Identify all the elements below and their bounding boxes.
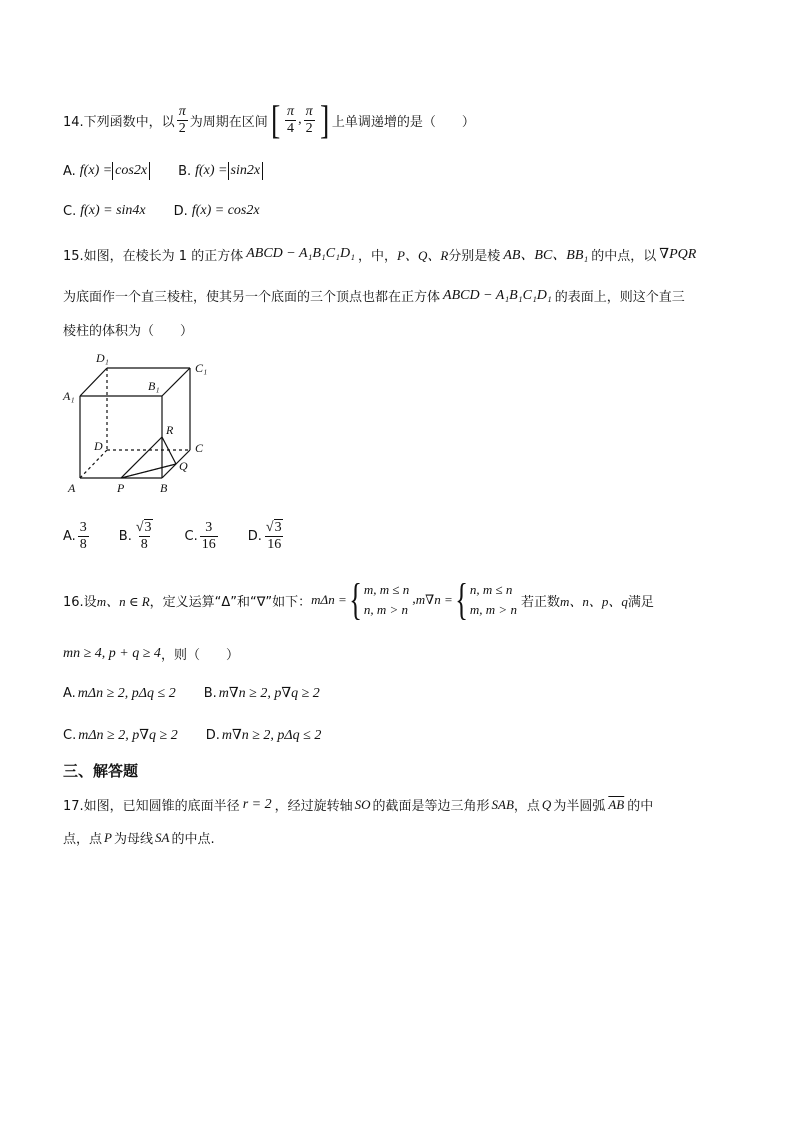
label-D1: D₁ — [96, 351, 109, 365]
q17-line1: 17.如图，已知圆锥的底面半径 r = 2 ，经过旋转轴 SO 的截面是等边三角形 SAB ，点 Q 为半圆弧 $\overline{AB}$ 的中 — [63, 796, 654, 814]
section-heading: 三、解答题 — [63, 762, 139, 780]
q14-option-c-label: C. — [63, 203, 77, 219]
q16-option-b: m∇n ≥ 2, p∇q ≥ 2 — [218, 686, 320, 701]
q15-option-b: $\frac{√3}{8}$ — [135, 520, 152, 552]
arc-AB: $\overline{AB}$ — [608, 796, 625, 812]
def2-cases: n, m ≤ n m, m > n — [469, 582, 517, 617]
cube-name: ABCD − A₁B₁C₁D₁ — [246, 246, 355, 261]
label-R: R — [166, 423, 174, 437]
q16-options-ab: A. mΔn ≥ 2, pΔq ≤ 2 B. m∇n ≥ 2, p∇q ≥ 2 — [63, 685, 320, 701]
label-P: P — [117, 481, 125, 495]
label-A1: A₁ — [63, 389, 75, 403]
q14-options-cd — [63, 203, 260, 219]
label-A: A — [68, 481, 76, 495]
q15-line3: 棱柱的体积为（ ） — [63, 324, 194, 339]
q15-option-d: $\frac{√3}{16}$ — [265, 520, 282, 552]
q14-interval-a: $\frac{\pi}{4}$ — [287, 103, 295, 136]
q14-option-c-expr: f(x) = sin4x — [80, 203, 146, 218]
q14-stem: 14.下列函数中，以 $\frac{\pi}{2}$ 为周期在区间 [ $\frac{\pi}{4}$ , $\frac{\pi}{2}$ ] 上单调递增的是（ ） — [63, 97, 475, 142]
q15-line2: 为底面作一个直三棱柱，使其另一个底面的三个顶点也都在正方体 ABCD − A₁B₁C₁D₁ 的表面上，则这个直三 — [63, 287, 685, 305]
label-C1: C₁ — [195, 361, 208, 375]
q14-interval-b: $\frac{\pi}{2}$ — [305, 103, 313, 136]
label-B1: B₁ — [148, 379, 160, 393]
q14-mid: 为周期在区间 — [189, 114, 268, 130]
q14-option-d-label: D. — [173, 203, 188, 219]
q16-line2: mn ≥ 4, p + q ≥ 4 ，则（ ） — [63, 645, 239, 663]
q14-option-b-label: B. — [178, 163, 192, 179]
q14-option-a-expr: f(x) = — [79, 163, 113, 178]
q14-option-a-label: A. — [63, 163, 76, 179]
q14-suffix: 上单调递增的是（ ） — [331, 114, 475, 130]
q14-option-a-abs: cos2x — [112, 162, 150, 180]
q16-line1: 16.设 m、n ∈ R ，定义运算“Δ”和“∇”如下： mΔn = { m, m ≤ n n, m > n , m∇n = { n, m ≤ n m, m > n 若正数 m、n、p、q 满足 — [63, 575, 654, 624]
q16-option-c: mΔn ≥ 2, p∇q ≥ 2 — [78, 728, 178, 743]
def1-brace: { — [348, 575, 362, 624]
interval-left-bracket: [ — [270, 97, 281, 142]
label-B: B — [160, 481, 168, 495]
q14-option-d-expr: f(x) = cos2x — [191, 203, 260, 218]
q14-prefix: 14.下列函数中，以 — [63, 114, 175, 130]
q14-option-b-expr: f(x) = — [195, 163, 228, 178]
label-D: D — [94, 439, 103, 453]
q14-option-b-abs: sin2x — [228, 162, 264, 180]
q16-option-a: mΔn ≥ 2, pΔq ≤ 2 — [77, 685, 176, 701]
label-C: C — [195, 441, 204, 455]
def2-brace: { — [454, 575, 468, 624]
q16-options-cd: C. mΔn ≥ 2, p∇q ≥ 2 D. m∇n ≥ 2, pΔq ≤ 2 — [63, 728, 322, 743]
q15-option-c: $\frac{3}{16}$ — [201, 520, 216, 552]
cube-figure — [62, 348, 222, 496]
q15-line1: 15.如图，在棱长为 1 的正方体 ABCD − A₁B₁C₁D₁ ，中， P、Q、R 分别是棱 AB、BC、BB₁ 的中点，以 ∇PQR — [63, 246, 697, 264]
interval-right-bracket: ] — [319, 97, 329, 142]
label-Q: Q — [179, 459, 188, 473]
q15-options: A. $\frac{3}{8}$ B. $\frac{√3}{8}$ C. $\frac{3}{16}$ D. $\frac{√3}{16}$ — [63, 520, 287, 553]
q15-option-a: $\frac{3}{8}$ — [79, 520, 87, 552]
q14-period-fraction: $\frac{\pi}{2}$ — [178, 103, 186, 136]
q17-line2: 点，点 P 为母线 SA 的中点. — [63, 829, 215, 847]
def1-cases: m, m ≤ n n, m > n — [363, 582, 410, 617]
q16-option-d: m∇n ≥ 2, pΔq ≤ 2 — [221, 728, 322, 743]
q14-options-ab — [63, 162, 263, 180]
